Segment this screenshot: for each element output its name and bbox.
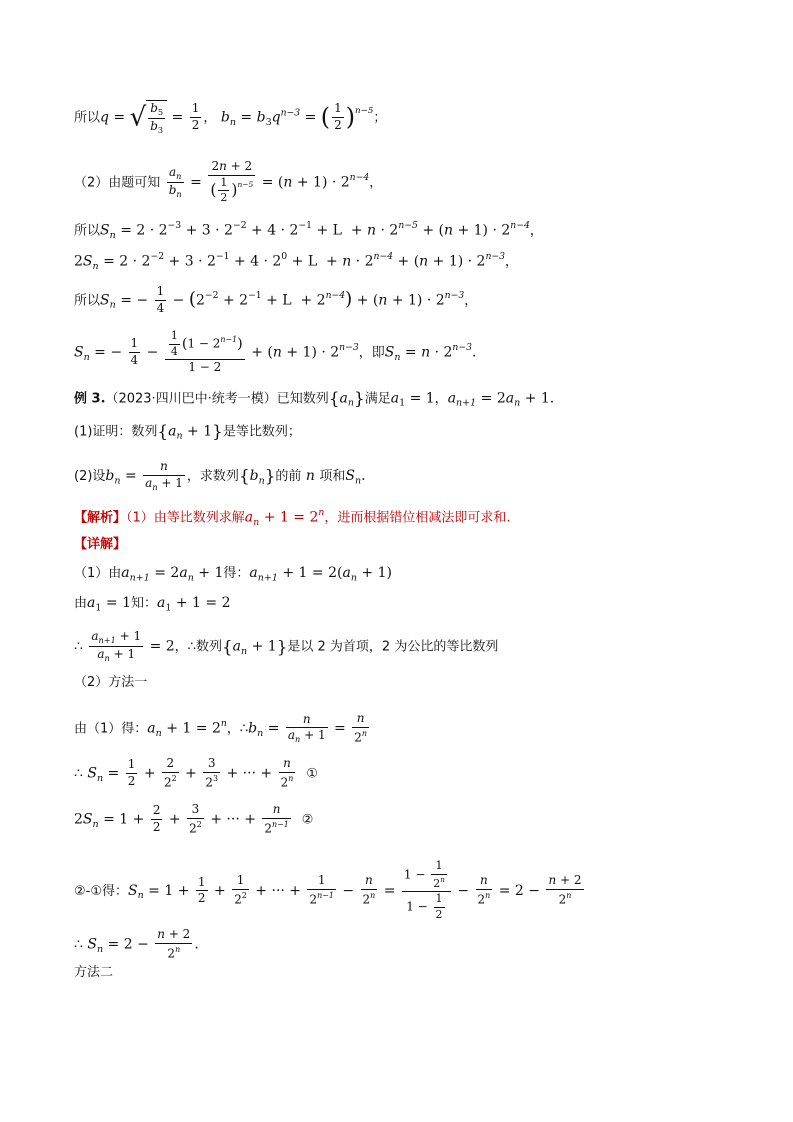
step-7: $2S_n = 1$ + $\frac{2}{2}$ + $\frac{3}{2^2}$ + ··· + $\frac{n}{2^{n-1}}$ ②	[74, 802, 314, 836]
line-4: $2S_n = 2 \cdot 2^{-2} + 3 \cdot 2^{-1} + 4 \cdot 2^0 + L + n \cdot 2^{n-4} + (n + 1) \cdot 2^{n-3}$，	[74, 251, 519, 272]
step-6: ∴ $S_n$ = $\frac{1}{2}$ + $\frac{2}{2^2}$ + $\frac{3}{2^3}$ + ··· + $\frac{n}{2^n}$ ①	[74, 756, 318, 790]
step-3: ∴ $\frac{a_{n+1} + 1}{a_n + 1}$ = 2，∴数列$\{a_n + 1\}$是以 2 为首项，2 为公比的等比数列	[74, 629, 499, 664]
detail-heading: 【详解】	[74, 537, 127, 552]
question-1: (1)证明：数列$\{a_n + 1\}$是等比数列；	[74, 421, 301, 442]
line-1: 所以q = √ $\frac{b_5}{b_3}$ = $\frac{1}{2}$ ， $b_n = b_3q^{n-3}$ = ( $\frac{1}{2}$ )$^{n-5}$；	[74, 101, 387, 136]
example-label: 例 3	[74, 391, 101, 407]
step-2: 由$a_1 = 1$知：$a_1 + 1 = 2$	[74, 595, 231, 614]
text: 所以	[74, 110, 101, 126]
line-5: 所以$S_n$ = − $\frac{1}{4}$ − $(2^{-2} + 2^{-1} + L + 2^{n-4}) + (n + 1) \cdot 2^{n-3}$，	[74, 284, 478, 315]
step-9: ∴ $S_n = 2$ − $\frac{n + 2}{2^n}$ .	[74, 927, 199, 961]
question-2: (2)设$b_n$ = $\frac{n}{a_n + 1}$ ，求数列$\{b_n\}$的前 n 项和$S_n$.	[74, 459, 366, 492]
step-8: ②-①得：$S_n = 1$ + $\frac{1}{2}$ + $\frac{1}{2^2}$ + ··· + $\frac{1}{2^{n-1}}$ − $\frac{n}{2^n}$ = 1 − $\frac{1}{2^n}$ 1 − $\frac{1}{2}$ − $\frac{n}{2^n}$ = 2 − $\frac{n + 2}{2^n}$	[74, 859, 582, 921]
equation-marker-1: ①	[306, 766, 318, 782]
step-1: （1）由$a_{n+1} = 2a_n + 1$得：$a_{n+1} + 1 = 2(a_n + 1)$	[74, 565, 392, 584]
method-two: 方法二	[74, 965, 114, 980]
example-3-header: 例 3.（2023·四川巴中·统考一模）已知数列$\{a_n\}$满足$a_1 = 1$，$a_{n+1} = 2a_n + 1$.	[74, 388, 555, 409]
line-3: 所以$S_n = 2 \cdot 2^{-3} + 3 \cdot 2^{-2} + 4 \cdot 2^{-1} + L + n \cdot 2^{n-5} + (n + 1) \cdot 2^{n-4}$，	[74, 220, 543, 241]
equation-marker-2: ②	[301, 812, 314, 828]
analysis-line: 【解析】（1）由等比数列求解$a_n + 1 = 2^n$，进而根据错位相减法即可求和.	[74, 507, 511, 528]
method-one: （2）方法一	[74, 675, 148, 690]
step-5: 由（1）得：$a_n + 1 = 2^n$，$\therefore b_n$ = $\frac{n}{a_n + 1}$ = $\frac{n}{2^n}$	[74, 711, 367, 745]
line-2: （2）由题可知 $\frac{a_n}{b_n}$ = 2n + 2 ( $\frac{1}{2}$ )$^{n-5}$ = $(n + 1) \cdot 2^{n-4}$，	[74, 159, 383, 205]
line-6: $S_n$ = − $\frac{1}{4}$ − $\frac{1}{4}$ $(1 - 2^{n-1})$ 1 − 2 + $(n + 1) \cdot 2^{n-3}$，即$S_n = n \cdot 2^{n-3}$.	[74, 329, 477, 375]
sqrt-expression: √ $\frac{b_5}{b_3}$	[130, 100, 167, 135]
fraction: $\frac{1}{2}$	[191, 101, 200, 133]
example-source: （2023·四川巴中·统考一模）已知数列	[105, 391, 329, 407]
